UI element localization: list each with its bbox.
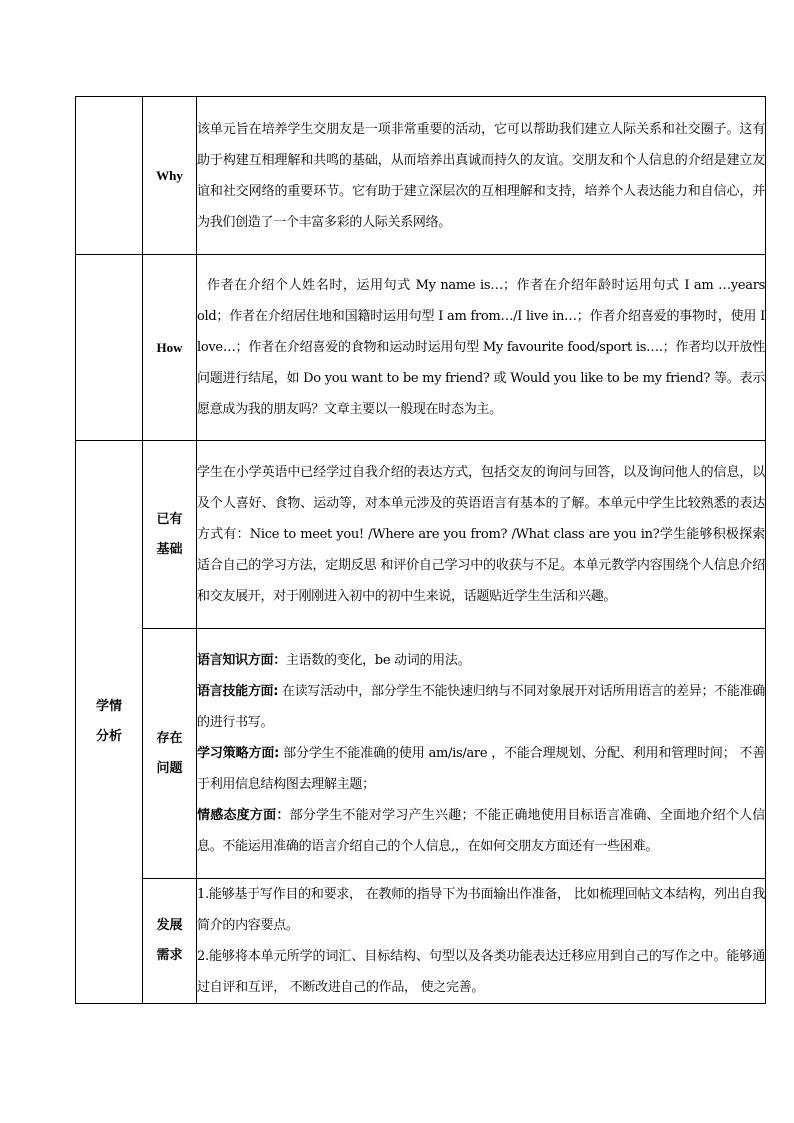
needs-label-line-2: 需求 bbox=[156, 948, 183, 963]
existing-label-line-2: 基础 bbox=[156, 541, 183, 557]
problems-label bbox=[143, 629, 197, 879]
needs-label-line-1: 发展 bbox=[156, 918, 183, 933]
problem-item-head: 语言技能方面: bbox=[197, 684, 279, 699]
problem-item-head: 情感态度方面： bbox=[197, 808, 290, 823]
empty-cell bbox=[76, 97, 143, 255]
problem-item-body: 部分学生不能准确的使用 am/is/are ，不能合理规划、分配、利用和管理时间； 不善于利用信息结构图去理解主题； bbox=[197, 746, 766, 792]
problems-text bbox=[197, 629, 766, 879]
problem-item-body: 主语数的变化，be 动词的用法。 bbox=[285, 653, 471, 668]
problem-item-head: 学习策略方面: bbox=[197, 746, 280, 761]
table-row-problems bbox=[76, 629, 766, 879]
group-label-line-2: 分析 bbox=[95, 729, 122, 744]
existing-text: 学生在小学英语中已经学过自我介绍的表达方式，包括交友的询问与回答，以及询问他人的信息，以及个人喜好、食物、运动等，对本单元涉及的英语语言有基本的了解。本单元中学生比较熟悉的表达方式有：Nice to meet you! /Where are you from? /What class are you in?学生能够积极探索适合自己的学习方法，定期反思 和评价自己学习中的收获与不足。本单元教学内容围绕个人信息介绍和交友展开，对于刚刚进入初中的初中生来说，话题贴近学生生活和兴趣。 bbox=[197, 441, 766, 629]
needs-item: 1.能够基于写作目的和要求， 在教师的指导下为书面输出作准备， 比如梳理回帖文本结构，列出自我简介的内容要点。 bbox=[197, 887, 765, 933]
group-label-line-1: 学情 bbox=[95, 699, 122, 714]
how-label: How bbox=[143, 255, 197, 441]
group-label-learning-analysis bbox=[76, 441, 143, 1004]
table-row-how bbox=[76, 255, 766, 441]
existing-label-line-1: 已有 bbox=[156, 511, 183, 527]
why-label: Why bbox=[143, 97, 197, 255]
why-text: 该单元旨在培养学生交朋友是一项非常重要的活动，它可以帮助我们建立人际关系和社交圈子。这有助于构建互相理解和共鸣的基础，从而培养出真诚而持久的友谊。交朋友和个人信息的介绍是建立友谊和社交网络的重要环节。它有助于建立深层次的互相理解和支持，培养个人表达能力和自信心，并为我们创造了一个丰富多彩的人际关系网络。 bbox=[197, 97, 766, 255]
needs-item: 2.能够将本单元所学的词汇、目标结构、句型以及各类功能表达迁移应用到自己的写作之中。能够通过自评和互评， 不断改进自己的作品， 使之完善。 bbox=[197, 949, 765, 995]
table-row-why bbox=[76, 97, 766, 255]
empty-cell bbox=[76, 255, 143, 441]
problem-item bbox=[197, 676, 765, 738]
problem-item-head: 语言知识方面： bbox=[197, 653, 286, 668]
problems-label-line-1: 存在 bbox=[156, 730, 183, 746]
problem-item-body: 部分学生不能对学习产生兴趣；不能正确地使用目标语言准确、全面地介绍个人信息。不能运用准确的语言介绍自己的个人信息,，在如何交朋友方面还有一些困难。 bbox=[197, 808, 766, 854]
problems-label-line-2: 问题 bbox=[156, 760, 183, 776]
how-text: 作者在介绍个人姓名时，运用句式 My name is…；作者在介绍年龄时运用句式 I am …years old；作者在介绍居住地和国籍时运用句型 I am from…/I live in…；作者介绍喜爱的事物时，使用 I love…；作者在介绍喜爱的食物和运动时运用句型 My favourite food/sport is….；作者均以开放性问题进行结尾，如 Do you want to be my friend? 或 Would you like to be my friend? 等。表示愿意成为我的朋友吗？文章主要以一般现在时态为主。 bbox=[197, 255, 766, 441]
table-row-needs bbox=[76, 879, 766, 1004]
analysis-table bbox=[75, 96, 766, 1004]
problem-item-body: 在读写活动中，部分学生不能快速归纳与不同对象展开对话所用语言的差异；不能准确的进行书写。 bbox=[197, 684, 765, 730]
needs-label bbox=[143, 879, 197, 1004]
problem-item bbox=[197, 645, 765, 676]
problem-item bbox=[197, 800, 765, 862]
existing-label bbox=[143, 441, 197, 629]
problem-item bbox=[197, 738, 765, 800]
table-row-existing bbox=[76, 441, 766, 629]
needs-text bbox=[197, 879, 766, 1004]
